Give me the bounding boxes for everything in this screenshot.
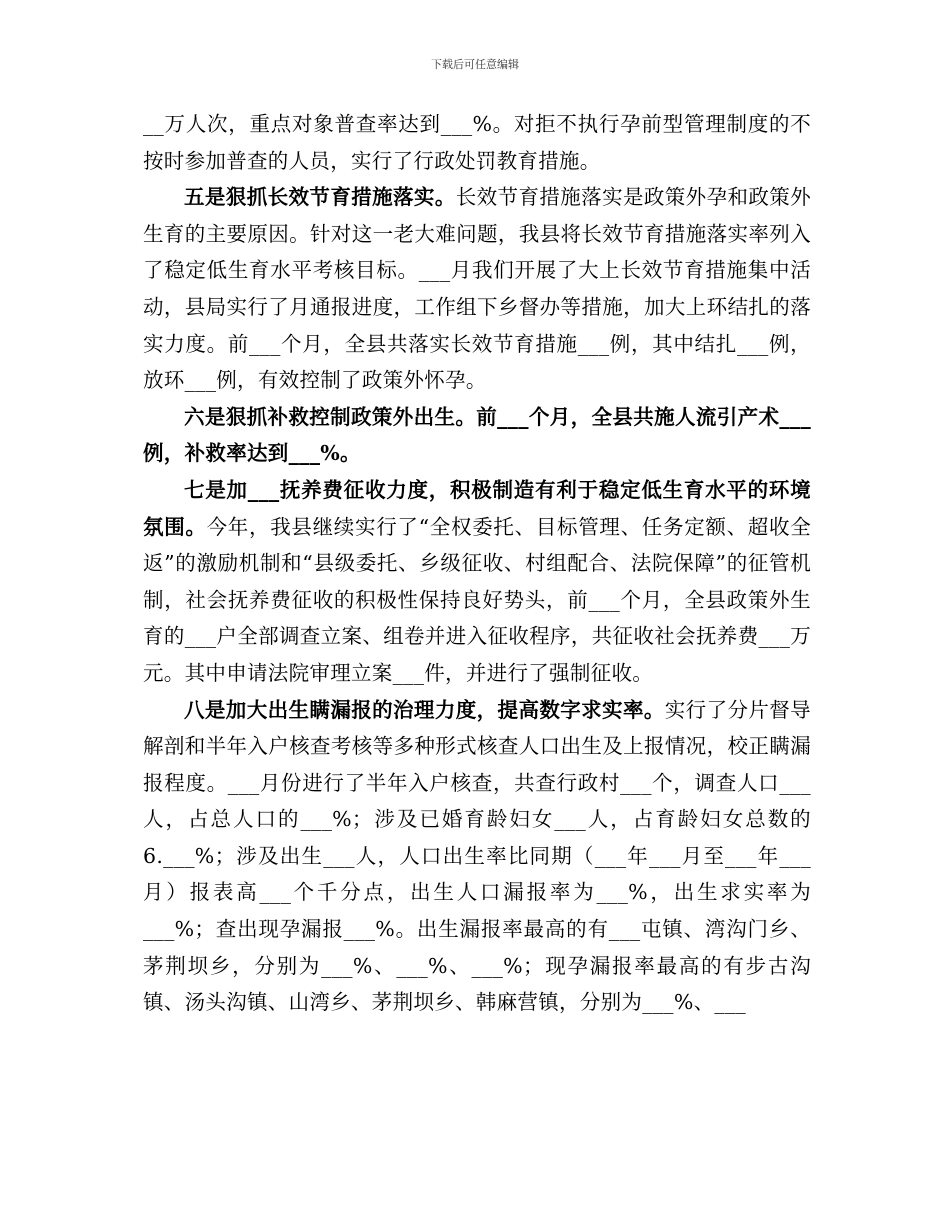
paragraph-2: [143, 179, 811, 399]
paragraph-heading: 八是加大出生瞒漏报的治理力度，提高数字求实率。: [184, 697, 665, 722]
paragraph-text: __万人次，重点对象普查率达到___%。对拒不执行孕前型管理制度的不按时参加普查的人员，实行了行政处罚教育措施。: [143, 112, 811, 173]
paragraph-heading: 七是加___抚养费征收力度，积极制造有利于稳定低生育水平的环境氛围。: [143, 477, 811, 539]
paragraph-heading: 六是狠抓补救控制政策外出生。前___个月，全县共施人流引产术___例，补救率达到___%。: [143, 404, 811, 466]
paragraph-4: [143, 472, 811, 692]
paragraph-text: 今年，我县继续实行了“全权委托、目标管理、任务定额、超收全返”的激励机制和“县级委托、乡级征收、村组配合、法院保障”的征管机制，社会抚养费征收的积极性保持良好势头，前___个月，全县政策外生育的___户全部调查立案、组卷并进入征收程序，共征收社会抚养费___万元。其中申请法院审理立案___件，并进行了强制征收。: [143, 514, 811, 685]
paragraph-1: [143, 106, 811, 179]
paragraph-text: 实行了分片督导解剖和半年入户核查考核等多种形式核查人口出生及上报情况，校正瞒漏报程度。___月份进行了半年入户核查，共查行政村___个，调查人口___人，占总人口的___%；涉及已婚育龄妇女___人，占育龄妇女总数的6.___%；涉及出生___人，人口出生率比同期（___年___月至___年___月）报表高___个千分点，出生人口漏报率为___%，出生求实率为___%；查出现孕漏报___%。出生漏报率最高的有___屯镇、湾沟门乡、茅荆坝乡，分别为___%、___%、___%；现孕漏报率最高的有步古沟镇、汤头沟镇、山湾乡、茅荆坝乡、韩麻营镇，分别为___%、___: [143, 697, 811, 1015]
paragraph-text: 长效节育措施落实是政策外孕和政策外生育的主要原因。针对这一老大难问题，我县将长效节育措施落实率列入了稳定低生育水平考核目标。___月我们开展了大上长效节育措施集中活动，县局实行了月通报进度，工作组下乡督办等措施，加大上环结扎的落实力度。前___个月，全县共落实长效节育措施___例，其中结扎___例，放环___例，有效控制了政策外怀孕。: [143, 185, 811, 393]
paragraph-heading: 五是狠抓长效节育措施落实。: [184, 185, 456, 210]
document-body: [143, 106, 811, 1021]
page-header: 下载后可任意编辑: [431, 58, 519, 71]
paragraph-3: [143, 399, 811, 472]
paragraph-5: [143, 692, 811, 1021]
